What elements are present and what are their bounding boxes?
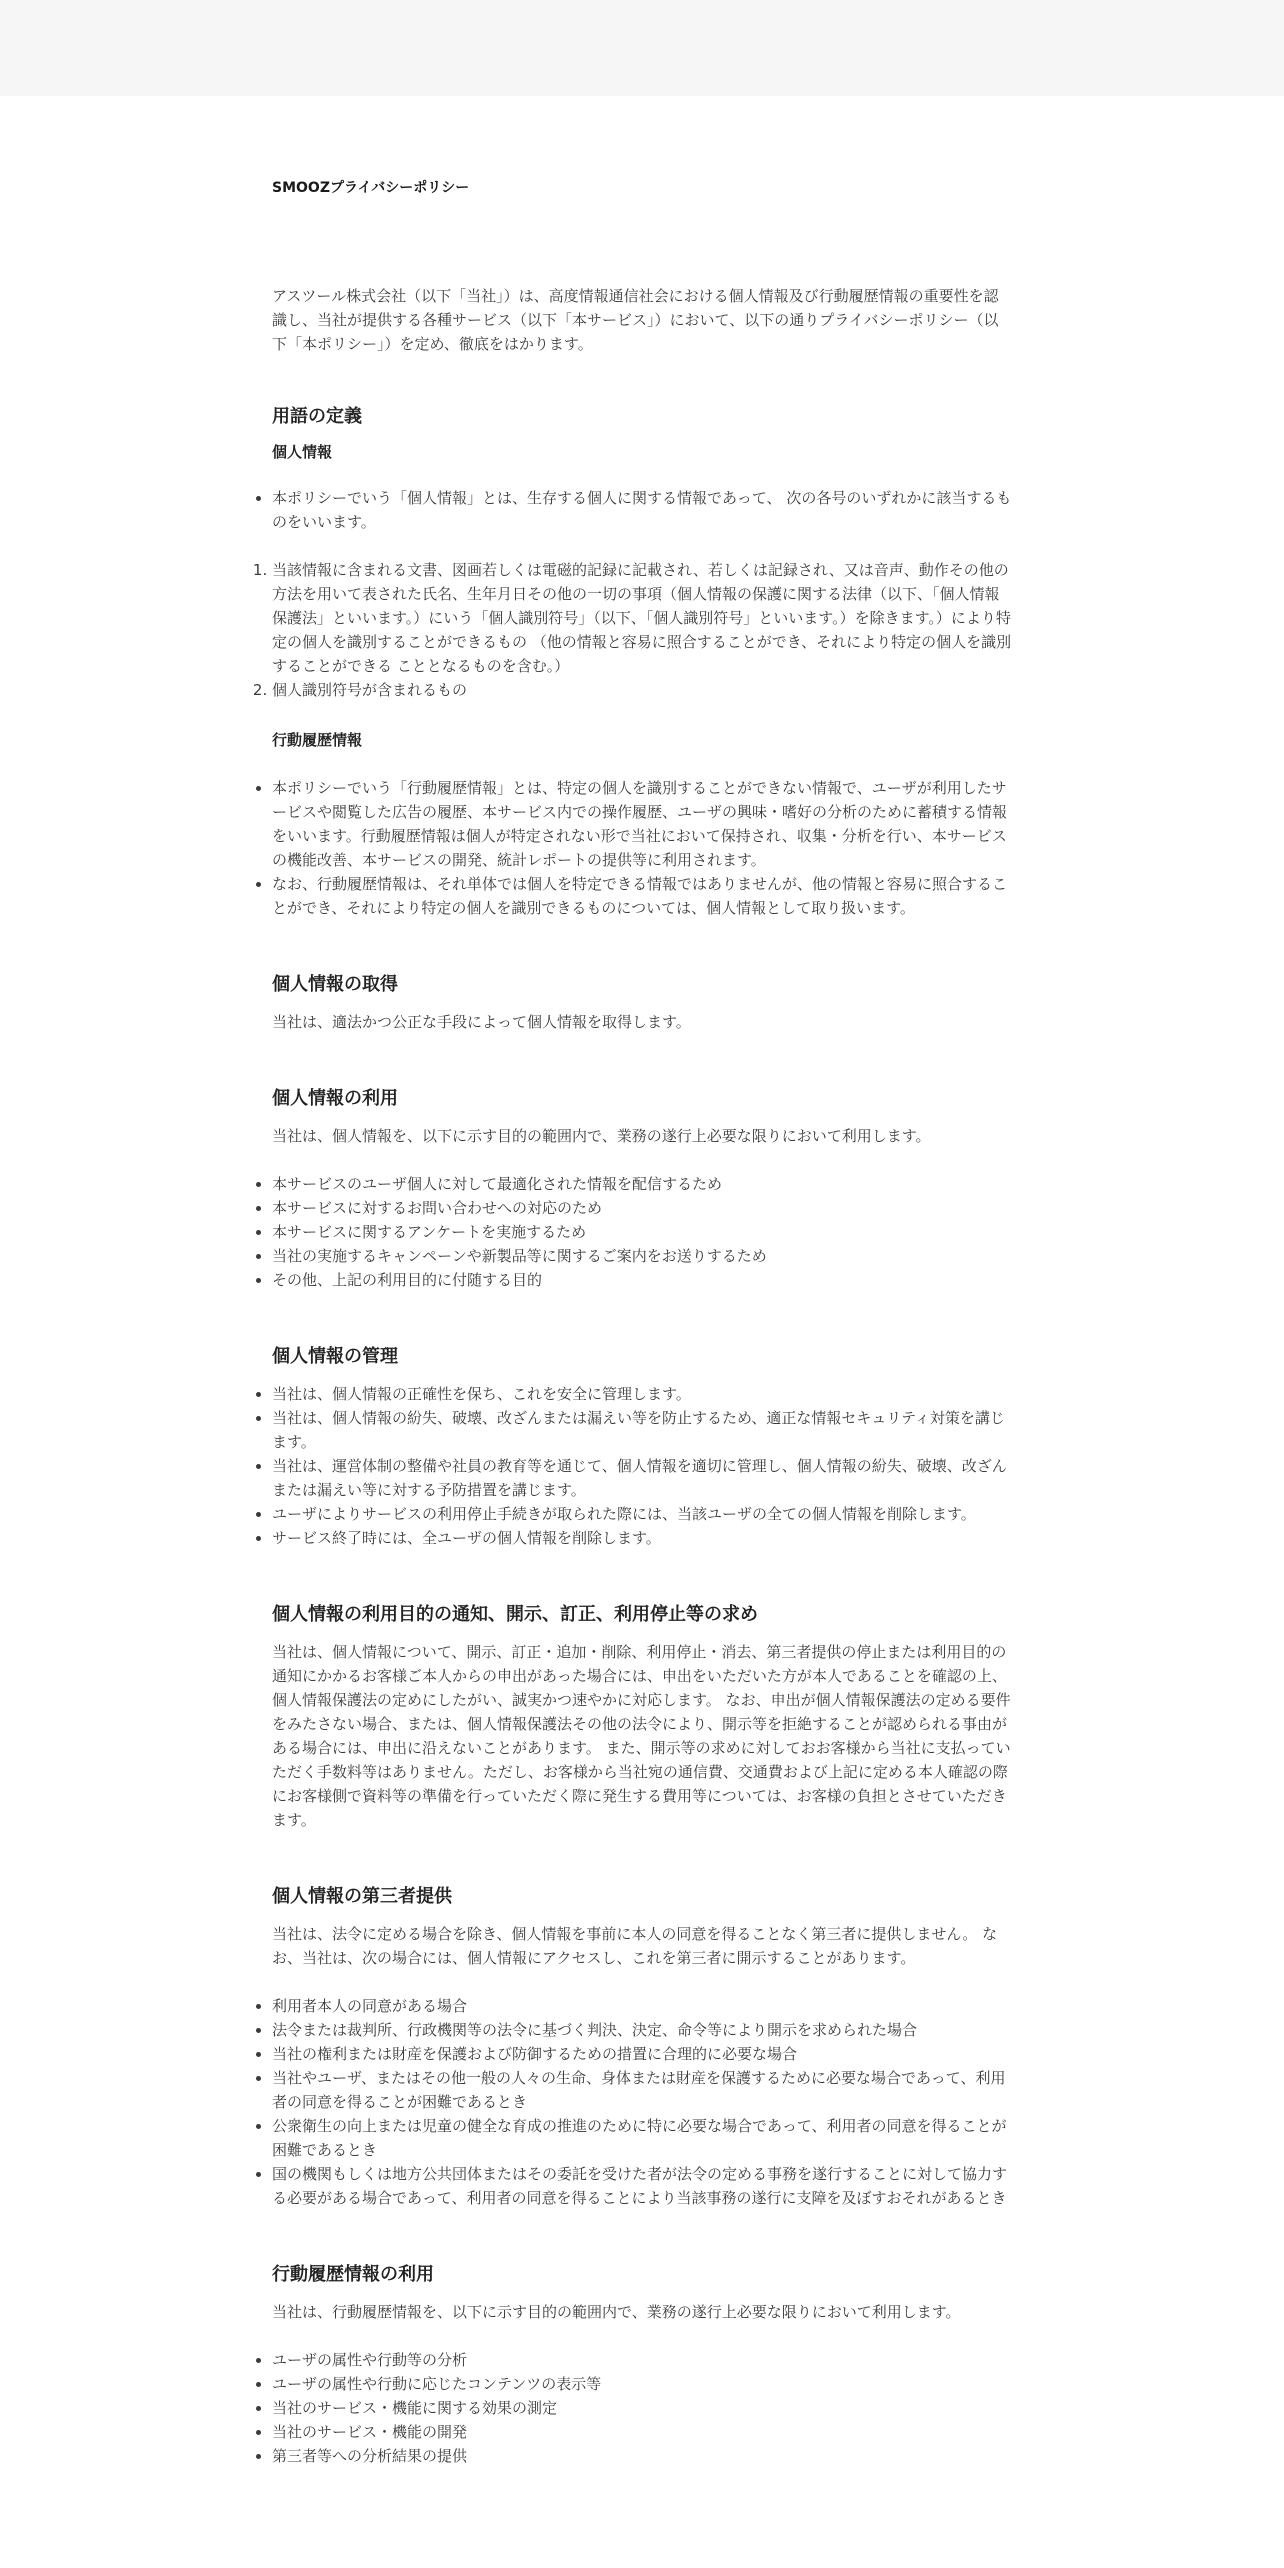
usage-list — [272, 1172, 1012, 1292]
management-list — [272, 1382, 1012, 1550]
list-item: • 本ポリシーでいう「行動履歴情報」とは、特定の個人を識別することができない情報で、ユーザが利用したサービスや閲覧した広告の履歴、本サービス内での操作履歴、ユーザの興味・嗜好の分析のために蓄積する情報をいいます。行動履歴情報は個人が特定されない形で当社において保持され、収集・分析を行い、本サービスの機能改善、本サービスの開発、統計レポートの提供等に利用されます。 — [272, 776, 1012, 872]
list-item: • サービス終了時には、全ユーザの個人情報を削除します。 — [272, 1526, 1012, 1550]
list-item: • 当社のサービス・機能の開発 — [272, 2420, 1012, 2444]
section-heading-management: 個人情報の管理 — [272, 1346, 398, 1367]
list-item: • その他、上記の利用目的に付随する目的 — [272, 1268, 1012, 1292]
section-paragraph: 当社は、行動履歴情報を、以下に示す目的の範囲内で、業務の遂行上必要な限りにおいて利用します。 — [272, 2303, 961, 2321]
list-item: • 当社は、個人情報の紛失、破壊、改ざんまたは漏えい等を防止するため、適正な情報セキュリティ対策を講じます。 — [272, 1406, 1012, 1454]
section-paragraph: 当社は、法令に定める場合を除き、個人情報を事前に本人の同意を得ることなく第三者に提供しません。 なお、当社は、次の場合には、個人情報にアクセスし、これを第三者に開示することがあります。 — [272, 1925, 998, 1967]
list-item: • 本サービスのユーザ個人に対して最適化された情報を配信するため — [272, 1172, 1012, 1196]
subheading-personal-info: 個人情報 — [272, 443, 333, 461]
definition-list — [272, 776, 1012, 920]
intro-paragraph: アスツール株式会社（以下「当社」）は、高度情報通信社会における個人情報及び行動履歴情報の重要性を認識し、当社が提供する各種サービス（以下「本サービス」）において、以下の通りプライバシーポリシー（以下「本ポリシー」）を定め、徹底をはかります。 — [272, 287, 999, 353]
list-item: • 国の機関もしくは地方公共団体またはその委託を受けた者が法令の定める事務を遂行することに対して協力する必要がある場合であって、利用者の同意を得ることにより当該事務の遂行に支障を及ぼすおそれがあるとき — [272, 2162, 1012, 2210]
section-heading-acquisition: 個人情報の取得 — [272, 974, 398, 995]
section-heading-usage: 個人情報の利用 — [272, 1088, 398, 1109]
list-item: • 当社の権利または財産を保護および防御するための措置に合理的に必要な場合 — [272, 2042, 1012, 2066]
section-paragraph: 当社は、個人情報を、以下に示す目的の範囲内で、業務の遂行上必要な限りにおいて利用します。 — [272, 1127, 931, 1145]
policy-content — [272, 176, 1012, 2468]
list-item: • なお、行動履歴情報は、それ単体では個人を特定できる情報ではありませんが、他の情報と容易に照合することができ、それにより特定の個人を識別できるものについては、個人情報として取り扱います。 — [272, 872, 1012, 920]
section-heading-behavior-usage: 行動履歴情報の利用 — [272, 2264, 434, 2285]
list-item: • 当社やユーザ、またはその他一般の人々の生命、身体または財産を保護するために必要な場合であって、利用者の同意を得ることが困難であるとき — [272, 2066, 1012, 2114]
list-item: • 当社のサービス・機能に関する効果の測定 — [272, 2396, 1012, 2420]
subheading-behavior-info: 行動履歴情報 — [272, 731, 363, 749]
numbered-list — [272, 558, 1012, 702]
header-bar — [0, 0, 1284, 96]
list-item: 1. 当該情報に含まれる文書、図画若しくは電磁的記録に記載され、若しくは記録され、又は音声、動作その他の方法を用いて表された氏名、生年月日その他の一切の事項（個人情報の保護に関する法律（以下、「個人情報保護法」といいます。）にいう「個人識別符号」（以下、「個人識別符号」といいます。）を除きます。）により特定の個人を識別することができるもの （他の情報と容易に照合することができ、それにより特定の個人を識別することができる こととなるものを含む。） — [272, 558, 1012, 678]
list-item: • 利用者本人の同意がある場合 — [272, 1994, 1012, 2018]
list-item: • 当社の実施するキャンペーンや新製品等に関するご案内をお送りするため — [272, 1244, 1012, 1268]
list-item: • 当社は、運営体制の整備や社員の教育等を通じて、個人情報を適切に管理し、個人情報の紛失、破壊、改ざんまたは漏えい等に対する予防措置を講じます。 — [272, 1454, 1012, 1502]
behavior-usage-list — [272, 2348, 1012, 2468]
section-heading-definitions: 用語の定義 — [272, 406, 362, 427]
section-heading-third-party: 個人情報の第三者提供 — [272, 1886, 452, 1907]
list-item: 2. 個人識別符号が含まれるもの — [272, 678, 1012, 702]
list-item: • 本ポリシーでいう「個人情報」とは、生存する個人に関する情報であって、 次の各号のいずれかに該当するものをいいます。 — [272, 486, 1012, 534]
list-item: • ユーザの属性や行動等の分析 — [272, 2348, 1012, 2372]
list-item: • 当社は、個人情報の正確性を保ち、これを安全に管理します。 — [272, 1382, 1012, 1406]
section-paragraph: 当社は、適法かつ公正な手段によって個人情報を取得します。 — [272, 1013, 691, 1031]
list-item: • ユーザの属性や行動に応じたコンテンツの表示等 — [272, 2372, 1012, 2396]
definition-list — [272, 486, 1012, 534]
list-item: • ユーザによりサービスの利用停止手続きが取られた際には、当該ユーザの全ての個人情報を削除します。 — [272, 1502, 1012, 1526]
list-item: • 第三者等への分析結果の提供 — [272, 2444, 1012, 2468]
page-title: SMOOZプライバシーポリシー — [272, 180, 470, 196]
list-item: • 本サービスに関するアンケートを実施するため — [272, 1220, 1012, 1244]
list-item: • 本サービスに対するお問い合わせへの対応のため — [272, 1196, 1012, 1220]
list-item: • 公衆衛生の向上または児童の健全な育成の推進のために特に必要な場合であって、利用者の同意を得ることが困難であるとき — [272, 2114, 1012, 2162]
section-heading-disclosure: 個人情報の利用目的の通知、開示、訂正、利用停止等の求め — [272, 1604, 758, 1625]
section-paragraph: 当社は、個人情報について、開示、訂正・追加・削除、利用停止・消去、第三者提供の停止または利用目的の通知にかかるお客様ご本人からの申出があった場合には、申出をいただいた方が本人であることを確認の上、個人情報保護法の定めにしたがい、誠実かつ速やかに対応します。 なお、申出が個人情報保護法の定める要件をみたさない場合、または、個人情報保護法その他の法令により、開示等を拒絶することが認められる事由がある場合には、申出に沿えないことがあります。 また、開示等の求めに対しておお客様から当社に支払っていただく手数料等はありません。ただし、お客様から当社宛の通信費、交通費および上記に定める本人確認の際にお客様側で資料等の準備を行っていただく際に発生する費用等については、お客様の負担とさせていただきます。 — [272, 1643, 1011, 1829]
list-item: • 法令または裁判所、行政機関等の法令に基づく判決、決定、命令等により開示を求められた場合 — [272, 2018, 1012, 2042]
third-party-list — [272, 1994, 1012, 2210]
